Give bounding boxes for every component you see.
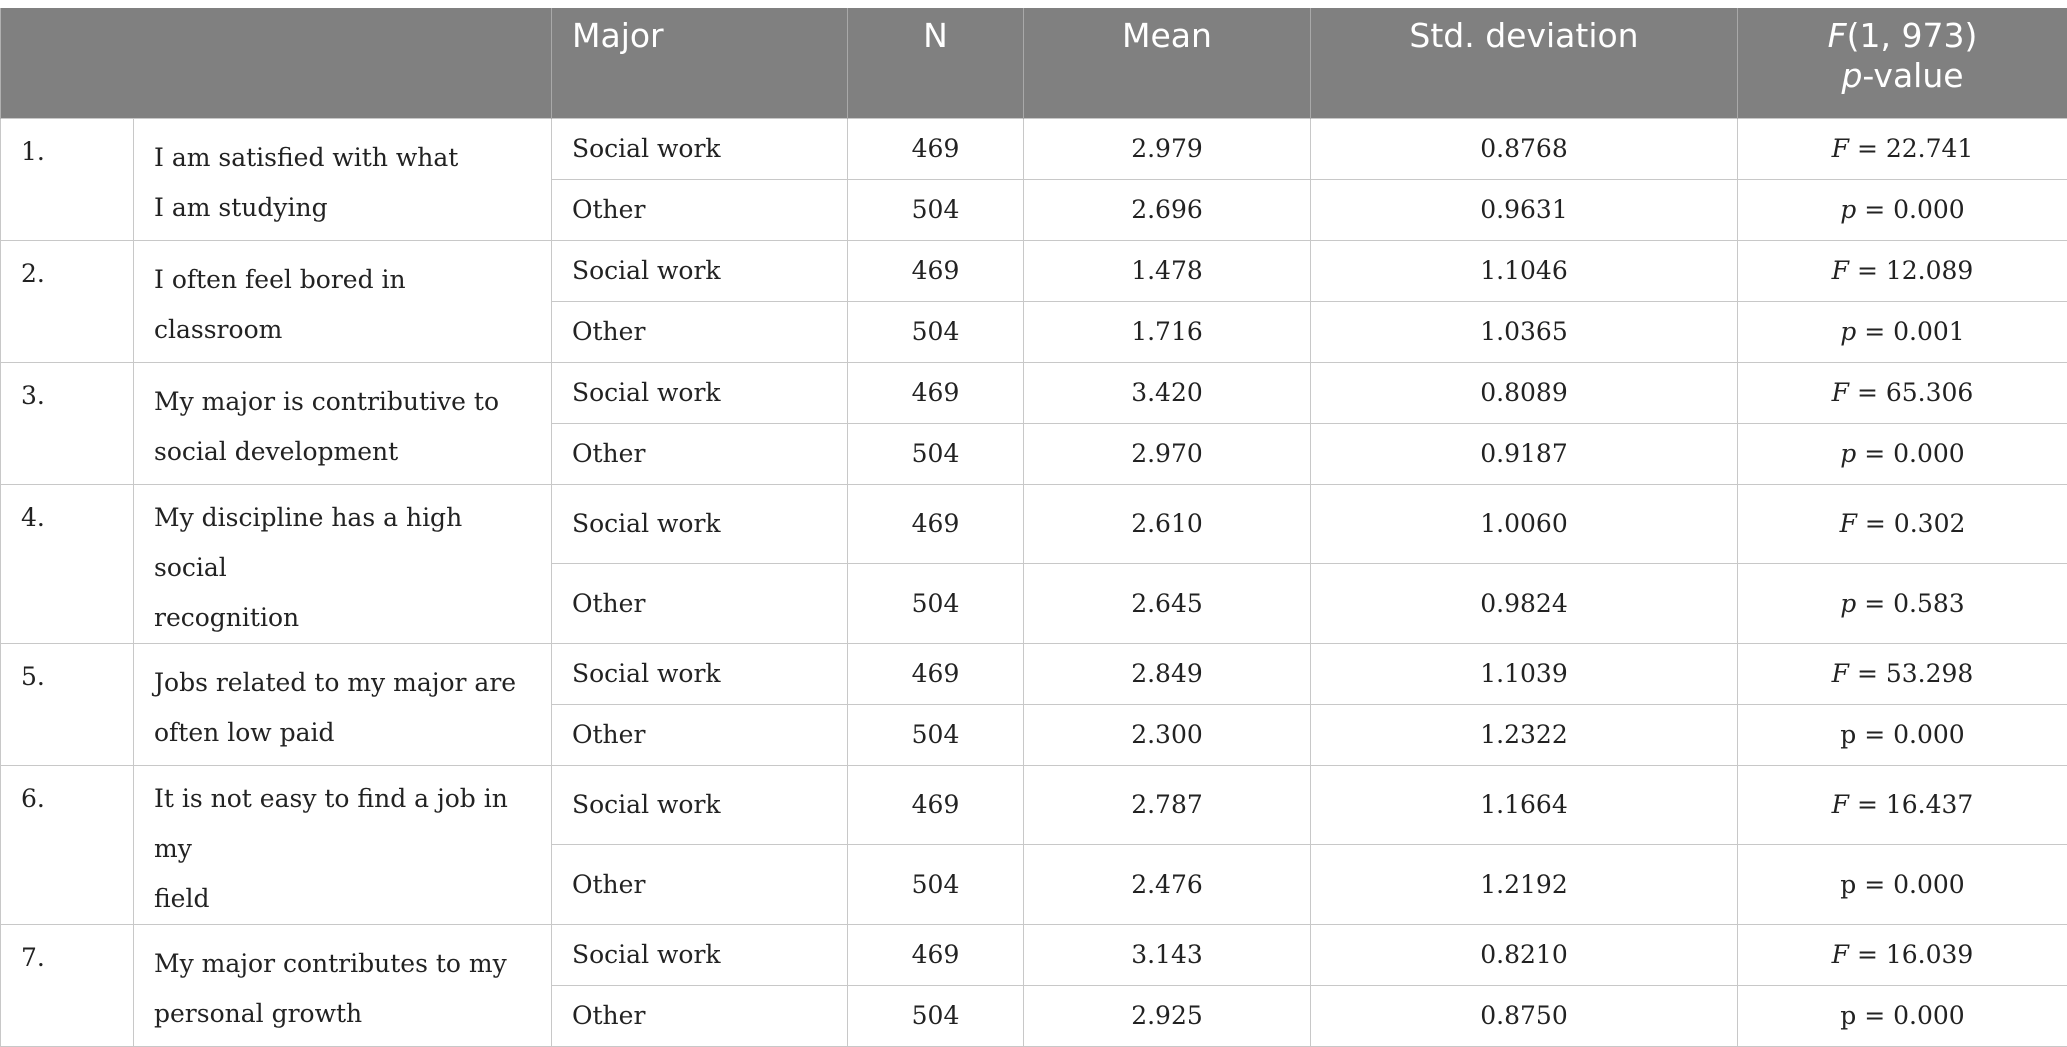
- stat-symbol: F: [1832, 659, 1849, 688]
- stat-symbol: p: [1840, 439, 1856, 468]
- item-number: 7.: [1, 924, 134, 1046]
- statement-line-1: I am satisfied with what: [154, 133, 541, 183]
- p-value-cell: [1738, 301, 2067, 362]
- major-cell: Other: [552, 423, 848, 484]
- stat-symbol: F: [1832, 134, 1849, 163]
- table-row: [1, 924, 2067, 985]
- mean-cell: 2.696: [1024, 179, 1311, 240]
- stat-value: = 65.306: [1849, 378, 1973, 407]
- mean-cell: 2.610: [1024, 484, 1311, 564]
- statement-line-2: recognition: [154, 593, 541, 643]
- major-cell: Social work: [552, 924, 848, 985]
- stat-symbol: F: [1840, 509, 1857, 538]
- n-cell: 469: [848, 240, 1024, 301]
- table-body: [1, 118, 2067, 1046]
- statement-line-1: My discipline has a high social: [154, 493, 541, 593]
- major-cell: Other: [552, 301, 848, 362]
- header-major: Major: [552, 8, 848, 118]
- p-value-cell: [1738, 704, 2067, 765]
- major-cell: Social work: [552, 643, 848, 704]
- std-deviation-cell: 0.8768: [1311, 118, 1738, 179]
- n-cell: 504: [848, 564, 1024, 644]
- table-row: [1, 362, 2067, 423]
- mean-cell: 2.476: [1024, 845, 1311, 925]
- major-cell: Social work: [552, 484, 848, 564]
- stat-value: p = 0.000: [1840, 870, 1964, 899]
- major-cell: Social work: [552, 240, 848, 301]
- header-f-test-p-value: [1738, 8, 2067, 118]
- table-row: [1, 118, 2067, 179]
- mean-cell: 3.143: [1024, 924, 1311, 985]
- statement-line-2: I am studying: [154, 183, 541, 233]
- mean-cell: 2.979: [1024, 118, 1311, 179]
- item-statement: [134, 765, 552, 924]
- statement-line-1: My major contributes to my: [154, 939, 541, 989]
- header-f-symbol: F: [1828, 16, 1847, 55]
- item-number: 5.: [1, 643, 134, 765]
- f-statistic-cell: [1738, 765, 2067, 845]
- statement-line-1: It is not easy to find a job in my: [154, 774, 541, 874]
- table-row: [1, 484, 2067, 564]
- item-statement: [134, 240, 552, 362]
- n-cell: 504: [848, 704, 1024, 765]
- stat-value: = 53.298: [1849, 659, 1973, 688]
- item-statement: [134, 484, 552, 643]
- n-cell: 469: [848, 362, 1024, 423]
- n-cell: 504: [848, 985, 1024, 1046]
- stat-value: = 0.000: [1856, 195, 1964, 224]
- std-deviation-cell: 1.0060: [1311, 484, 1738, 564]
- f-statistic-cell: [1738, 362, 2067, 423]
- n-cell: 504: [848, 845, 1024, 925]
- statement-line-2: social development: [154, 427, 541, 477]
- n-cell: 469: [848, 643, 1024, 704]
- stat-value: = 16.039: [1849, 940, 1973, 969]
- n-cell: 504: [848, 179, 1024, 240]
- std-deviation-cell: 0.8089: [1311, 362, 1738, 423]
- mean-cell: 2.849: [1024, 643, 1311, 704]
- item-number: 2.: [1, 240, 134, 362]
- statement-line-2: field: [154, 874, 541, 924]
- stat-symbol: F: [1832, 378, 1849, 407]
- stat-value: = 22.741: [1849, 134, 1973, 163]
- major-cell: Other: [552, 564, 848, 644]
- major-cell: Other: [552, 985, 848, 1046]
- item-number: 6.: [1, 765, 134, 924]
- major-cell: Social work: [552, 118, 848, 179]
- std-deviation-cell: 0.8210: [1311, 924, 1738, 985]
- p-value-cell: [1738, 179, 2067, 240]
- item-number: 3.: [1, 362, 134, 484]
- major-cell: Social work: [552, 765, 848, 845]
- n-cell: 469: [848, 484, 1024, 564]
- table-header-row: [1, 8, 2067, 118]
- table-row: [1, 240, 2067, 301]
- statement-line-2: often low paid: [154, 708, 541, 758]
- item-number: 1.: [1, 118, 134, 240]
- f-statistic-cell: [1738, 643, 2067, 704]
- stat-symbol: F: [1832, 256, 1849, 285]
- item-statement: [134, 118, 552, 240]
- item-statement: [134, 362, 552, 484]
- stat-value: = 0.583: [1856, 589, 1964, 618]
- statement-line-1: Jobs related to my major are: [154, 658, 541, 708]
- mean-cell: 2.925: [1024, 985, 1311, 1046]
- mean-cell: 1.478: [1024, 240, 1311, 301]
- stat-symbol: F: [1832, 790, 1849, 819]
- mean-cell: 2.300: [1024, 704, 1311, 765]
- header-blank: [1, 8, 552, 118]
- stat-value: = 16.437: [1849, 790, 1973, 819]
- n-cell: 469: [848, 118, 1024, 179]
- header-f-test: [1738, 16, 2067, 56]
- mean-cell: 2.645: [1024, 564, 1311, 644]
- major-cell: Other: [552, 845, 848, 925]
- stat-value: p = 0.000: [1840, 1001, 1964, 1030]
- stat-value: = 0.000: [1856, 439, 1964, 468]
- mean-cell: 1.716: [1024, 301, 1311, 362]
- stat-value: = 0.001: [1856, 317, 1964, 346]
- std-deviation-cell: 1.1664: [1311, 765, 1738, 845]
- header-p-symbol: p: [1841, 56, 1862, 95]
- std-deviation-cell: 0.9631: [1311, 179, 1738, 240]
- header-p-suffix: -value: [1862, 56, 1963, 95]
- p-value-cell: [1738, 564, 2067, 644]
- header-n: N: [848, 8, 1024, 118]
- table-row: [1, 643, 2067, 704]
- stat-symbol: F: [1832, 940, 1849, 969]
- std-deviation-cell: 1.2192: [1311, 845, 1738, 925]
- major-cell: Other: [552, 704, 848, 765]
- f-statistic-cell: [1738, 240, 2067, 301]
- std-deviation-cell: 1.2322: [1311, 704, 1738, 765]
- item-statement: [134, 924, 552, 1046]
- item-statement: [134, 643, 552, 765]
- header-mean: Mean: [1024, 8, 1311, 118]
- major-cell: Other: [552, 179, 848, 240]
- std-deviation-cell: 1.0365: [1311, 301, 1738, 362]
- statement-line-2: personal growth: [154, 989, 541, 1039]
- mean-cell: 3.420: [1024, 362, 1311, 423]
- mean-cell: 2.787: [1024, 765, 1311, 845]
- header-p-value: [1738, 56, 2067, 96]
- stat-symbol: p: [1840, 195, 1856, 224]
- std-deviation-cell: 0.8750: [1311, 985, 1738, 1046]
- stat-symbol: p: [1840, 317, 1856, 346]
- n-cell: 504: [848, 301, 1024, 362]
- stat-value: p = 0.000: [1840, 720, 1964, 749]
- item-number: 4.: [1, 484, 134, 643]
- f-statistic-cell: [1738, 924, 2067, 985]
- statistics-table: [0, 8, 2067, 1047]
- p-value-cell: [1738, 845, 2067, 925]
- n-cell: 469: [848, 765, 1024, 845]
- header-std-deviation: Std. deviation: [1311, 8, 1738, 118]
- n-cell: 504: [848, 423, 1024, 484]
- n-cell: 469: [848, 924, 1024, 985]
- p-value-cell: [1738, 985, 2067, 1046]
- stat-symbol: p: [1840, 589, 1856, 618]
- statement-line-1: I often feel bored in classroom: [154, 255, 541, 355]
- std-deviation-cell: 0.9187: [1311, 423, 1738, 484]
- std-deviation-cell: 1.1046: [1311, 240, 1738, 301]
- table-row: [1, 765, 2067, 845]
- f-statistic-cell: [1738, 118, 2067, 179]
- f-statistic-cell: [1738, 484, 2067, 564]
- major-cell: Social work: [552, 362, 848, 423]
- mean-cell: 2.970: [1024, 423, 1311, 484]
- stat-value: = 12.089: [1849, 256, 1973, 285]
- std-deviation-cell: 1.1039: [1311, 643, 1738, 704]
- header-f-df: (1, 973): [1847, 16, 1978, 55]
- statement-line-1: My major is contributive to: [154, 377, 541, 427]
- stat-value: = 0.302: [1857, 509, 1965, 538]
- p-value-cell: [1738, 423, 2067, 484]
- std-deviation-cell: 0.9824: [1311, 564, 1738, 644]
